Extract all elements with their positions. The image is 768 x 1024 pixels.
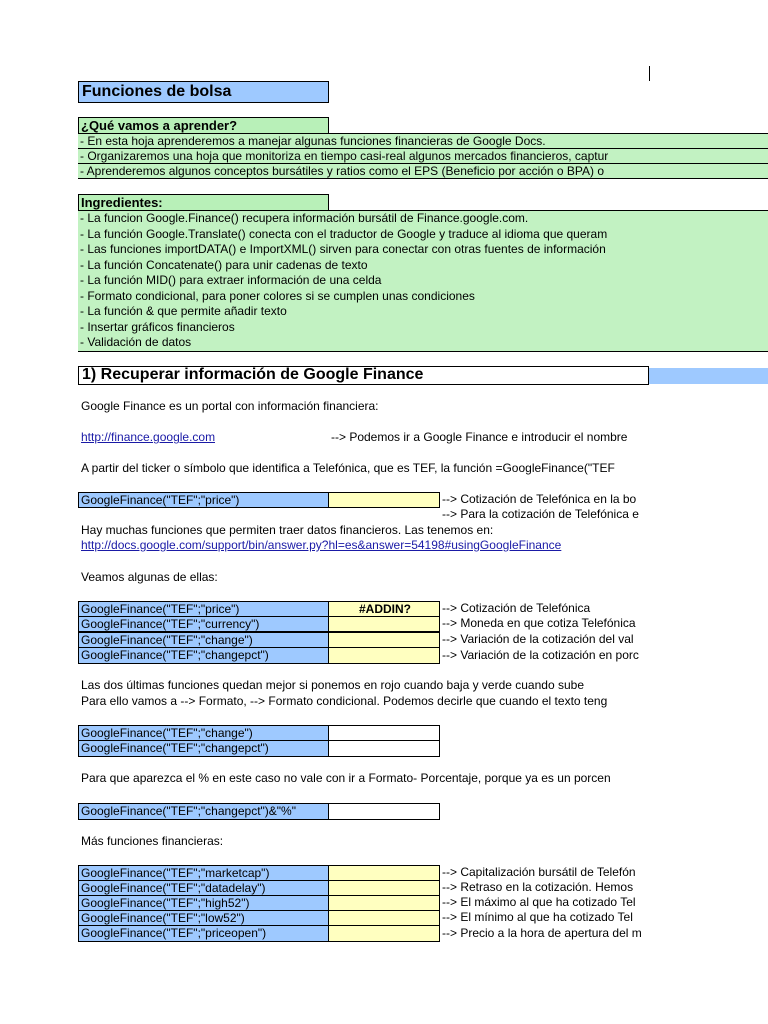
row-note: --> Retraso en la cotización. Hemos: [442, 880, 634, 894]
aprender-divider: [78, 148, 768, 149]
aprender-item: - Organizaremos una hoja que monitoriza en tiempo casi-real algunos mercados financieros, captur: [80, 149, 609, 163]
text-cursor: [649, 66, 650, 81]
value-cell[interactable]: [328, 803, 440, 820]
formula-cell[interactable]: GoogleFinance("TEF";"currency"): [78, 616, 329, 632]
value-cell[interactable]: [328, 865, 440, 881]
ingredient-item: - La función & que permite añadir texto: [80, 304, 287, 318]
value-cell[interactable]: #ADDIN?: [328, 601, 440, 617]
section-title: 1) Recuperar información de Google Finance: [78, 366, 649, 385]
ingredient-item: - Formato condicional, para poner colores si se cumplen unas condiciones: [80, 288, 475, 303]
value-cell[interactable]: [328, 880, 440, 896]
formula-cell[interactable]: GoogleFinance("TEF";"high52"): [78, 895, 329, 911]
dos-ultimas-text: Las dos últimas funciones quedan mejor si ponemos en rojo cuando baja y verde cuando sube: [81, 678, 584, 692]
value-cell[interactable]: [328, 740, 440, 757]
row-note: --> Cotización de Telefónica: [442, 601, 591, 615]
ingredient-item: - La funcion Google.Finance() recupera información bursátil de Finance.google.com.: [80, 211, 529, 225]
many-functions-text: Hay muchas funciones que permiten traer datos financieros. Las tenemos en:: [81, 523, 494, 537]
formula-cell[interactable]: GoogleFinance("TEF";"price"): [78, 492, 329, 508]
formula-cell[interactable]: GoogleFinance("TEF";"priceopen"): [78, 925, 329, 942]
ingredient-item: - La función Concatenate() para unir cadenas de texto: [80, 257, 368, 272]
aprender-item: - Aprenderemos algunos conceptos bursátiles y ratios como el EPS (Beneficio por acción o BPA) o: [80, 164, 605, 178]
finance-link[interactable]: http://finance.google.com: [81, 430, 216, 444]
row-note: --> El mínimo al que ha cotizado Tel: [442, 910, 633, 924]
ingredientes-list: [78, 210, 768, 352]
value-cell[interactable]: [328, 632, 440, 648]
aprender-heading: ¿Qué vamos a aprender?: [78, 117, 329, 134]
formula-cell[interactable]: GoogleFinance("TEF";"changepct"): [78, 647, 329, 664]
formula-cell[interactable]: GoogleFinance("TEF";"changepct"): [78, 740, 329, 757]
ticker-text: A partir del ticker o símbolo que identifica a Telefónica, que es TEF, la función =GoogleFinance("TEF: [81, 461, 615, 475]
ingredient-item: - Validación de datos: [80, 335, 192, 349]
value-cell[interactable]: [328, 725, 440, 741]
aprender-divider: [78, 163, 768, 164]
page-title: Funciones de bolsa: [78, 81, 329, 103]
row-note: --> Variación de la cotización en porc: [442, 648, 639, 662]
formula-cell[interactable]: GoogleFinance("TEF";"changepct")&"%": [78, 803, 329, 820]
formula-cell[interactable]: GoogleFinance("TEF";"change"): [78, 725, 329, 741]
formula-cell[interactable]: GoogleFinance("TEF";"price"): [78, 601, 329, 617]
docs-link[interactable]: http://docs.google.com/support/bin/answer.py?hl=es&answer=54198#usingGoogleFinance: [81, 538, 562, 552]
veamos-text: Veamos algunas de ellas:: [81, 570, 218, 584]
value-cell[interactable]: [328, 492, 440, 508]
formula-cell[interactable]: GoogleFinance("TEF";"marketcap"): [78, 865, 329, 881]
para-ello-text: Para ello vamos a --> Formato, --> Formato condicional. Podemos decirle que cuando el texto teng: [81, 694, 608, 708]
row-note: --> El máximo al que ha cotizado Tel: [442, 895, 636, 909]
formula-cell[interactable]: GoogleFinance("TEF";"low52"): [78, 910, 329, 926]
ingredient-item: - Insertar gráficos financieros: [80, 319, 235, 334]
ingredient-item: - La función Google.Translate() conecta con el traductor de Google y traduce al idioma que queram: [80, 226, 608, 241]
formula-cell[interactable]: GoogleFinance("TEF";"change"): [78, 632, 329, 648]
row-note: --> Cotización de Telefónica en la bo: [442, 492, 637, 506]
row-note: --> Capitalización bursátil de Telefón: [442, 865, 636, 879]
row-note: --> Para la cotización de Telefónica e: [442, 507, 639, 521]
ingredientes-heading: Ingredientes:: [78, 194, 329, 211]
row-note: --> Moneda en que cotiza Telefónica: [442, 616, 636, 630]
section-header-bar: [649, 368, 768, 384]
value-cell[interactable]: [328, 925, 440, 942]
value-cell[interactable]: [328, 895, 440, 911]
value-cell[interactable]: [328, 647, 440, 664]
aprender-item: - En esta hoja aprenderemos a manejar algunas funciones financieras de Google Docs.: [80, 134, 546, 148]
formula-cell[interactable]: GoogleFinance("TEF";"datadelay"): [78, 880, 329, 896]
mas-funciones-text: Más funciones financieras:: [81, 834, 224, 848]
finance-link-note: --> Podemos ir a Google Finance e introducir el nombre: [331, 430, 628, 444]
row-note: --> Precio a la hora de apertura del m: [442, 926, 642, 940]
aprender-list: [78, 133, 768, 179]
ingredient-item: - Las funciones importDATA() e ImportXML() sirven para conectar con otras fuentes de información: [80, 242, 606, 256]
value-cell[interactable]: [328, 910, 440, 926]
row-note: --> Variación de la cotización del val: [442, 632, 634, 646]
intro-text: Google Finance es un portal con información financiera:: [81, 399, 379, 413]
ingredient-item: - La función MID() para extraer información de una celda: [80, 273, 382, 287]
value-cell[interactable]: [328, 616, 440, 632]
porcentaje-text: Para que aparezca el % en este caso no vale con ir a Formato- Porcentaje, porque ya es un porcen: [81, 771, 611, 785]
